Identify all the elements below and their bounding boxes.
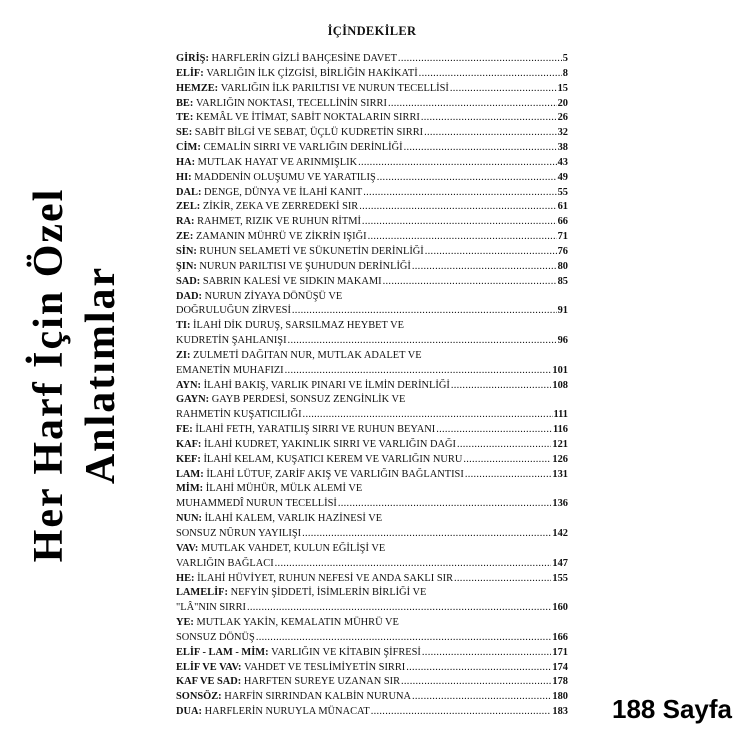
toc-entry-page-number: 160 (552, 602, 568, 614)
toc-entry (176, 52, 568, 67)
toc-dot-leader (424, 126, 557, 141)
toc-entry (176, 186, 568, 201)
toc-entry-key: AYN: (176, 379, 202, 391)
toc-entry-title: SABRIN KALESİ VE SIDKIN MAKAMI (202, 275, 382, 287)
toc-entry-key: FE: (176, 424, 193, 436)
toc-entry-title: VAHDET VE TESLİMİYETİN SIRRI (244, 661, 406, 673)
toc-entry (176, 675, 568, 690)
toc-entry-page-number: 166 (552, 631, 568, 643)
toc-entry-key: HI: (176, 171, 192, 183)
toc-entry-line (176, 705, 568, 720)
toc-entry-line (176, 334, 568, 349)
toc-entry-page-number: 108 (552, 379, 568, 391)
toc-entry-title: HARFTEN SUREYE UZANAN SIR (243, 676, 401, 688)
toc-entry-key: TI: (176, 320, 191, 332)
table-of-contents (176, 52, 568, 720)
toc-entry-line (176, 527, 568, 542)
toc-entry-title: İLAHİ LÜTUF, ZARİF AKIŞ VE VARLIĞIN BAĞLANTISI (206, 468, 464, 480)
toc-entry-page-number: 38 (557, 142, 568, 154)
toc-entry (176, 111, 568, 126)
side-title (20, 130, 130, 620)
toc-entry-page-number: 126 (552, 453, 568, 465)
toc-entry-page-number: 183 (552, 706, 568, 718)
toc-entry-line (176, 290, 568, 305)
toc-entry (176, 646, 568, 661)
toc-entry-title: RAHMETİN KUŞATICILIĞI (176, 409, 302, 421)
toc-entry-title: RUHUN SELAMETİ VE SÜKUNETİN DERİNLİĞİ (199, 245, 424, 257)
toc-entry-page-number: 180 (552, 691, 568, 703)
toc-entry-key: HEMZE: (176, 82, 219, 94)
toc-entry (176, 438, 568, 453)
toc-entry-line (176, 171, 568, 186)
toc-entry-line (176, 557, 568, 572)
toc-entry-page-number: 111 (553, 409, 568, 421)
toc-dot-leader (371, 705, 552, 720)
toc-dot-leader (451, 379, 552, 394)
toc-dot-leader (436, 423, 552, 438)
toc-entry-key: SİN: (176, 245, 197, 257)
toc-dot-leader (363, 186, 556, 201)
toc-entry-line (176, 319, 568, 334)
toc-dot-leader (383, 275, 557, 290)
toc-dot-leader (406, 661, 551, 676)
toc-entry (176, 512, 568, 542)
toc-entry-title: MUHAMMEDÎ NURUN TECELLİSİ (176, 498, 337, 510)
toc-entry-title: İLAHİ BAKIŞ, VARLIK PINARI VE İLMİN DERİNLİĞİ (203, 379, 450, 391)
toc-entry-key: ZI: (176, 349, 191, 361)
toc-entry-line (176, 260, 568, 275)
toc-entry (176, 572, 568, 587)
toc-entry-line (176, 675, 568, 690)
toc-dot-leader (377, 171, 557, 186)
toc-dot-leader (359, 200, 556, 215)
toc-entry-key: HA: (176, 156, 196, 168)
toc-entry-line (176, 156, 568, 171)
toc-entry (176, 379, 568, 394)
toc-entry-line (176, 512, 568, 527)
toc-entry-title: İLAHİ DİK DURUŞ, SARSILMAZ HEYBET VE (193, 320, 404, 332)
toc-entry-key: LAMELİF: (176, 587, 228, 599)
toc-entry-key: SE: (176, 127, 193, 139)
toc-entry-title: MUTLAK YAKİN, KEMALATIN MÜHRÜ VE (196, 617, 399, 629)
toc-entry-line (176, 572, 568, 587)
toc-entry-line (176, 379, 568, 394)
toc-entry-line (176, 542, 568, 557)
toc-dot-leader (421, 111, 557, 126)
toc-entry (176, 482, 568, 512)
toc-dot-leader (292, 304, 557, 319)
toc-entry-line (176, 52, 568, 67)
toc-entry-page-number: 174 (552, 661, 568, 673)
toc-entry-line (176, 275, 568, 290)
toc-dot-leader (247, 601, 551, 616)
toc-entry-key: VAV: (176, 542, 199, 554)
toc-dot-leader (401, 675, 551, 690)
toc-entry (176, 423, 568, 438)
toc-entry-key: KAF: (176, 438, 202, 450)
toc-entry-key: LAM: (176, 468, 204, 480)
toc-entry-page-number: 85 (557, 275, 568, 287)
toc-entry-title: RAHMET, RIZIK VE RUHUN RİTMİ (197, 216, 361, 228)
toc-entry-title: "LÂ"NIN SIRRI (176, 602, 246, 614)
toc-entry-key: MİM: (176, 483, 204, 495)
side-title-line-1: Her Harf İçin Özel (26, 187, 72, 563)
toc-dot-leader (338, 497, 552, 512)
toc-entry-line (176, 661, 568, 676)
toc-entry-title: NEFYİN ŞİDDETİ, İSİMLERİN BİRLİĞİ VE (230, 587, 427, 599)
toc-dot-leader (368, 230, 557, 245)
toc-dot-leader (275, 557, 552, 572)
toc-dot-leader (398, 52, 562, 67)
toc-dot-leader (457, 438, 551, 453)
toc-entry-title: İLAHİ MÜHÜR, MÜLK ALEMİ VE (205, 483, 363, 495)
toc-entry-page-number: 155 (552, 572, 568, 584)
toc-entry-title: İLAHİ KUDRET, YAKINLIK SIRRI VE VARLIĞIN DAĞI (204, 438, 456, 450)
toc-entry-key: YE: (176, 617, 194, 629)
toc-entry-page-number: 61 (557, 201, 568, 213)
toc-entry (176, 468, 568, 483)
toc-entry (176, 616, 568, 646)
toc-entry-key: HE: (176, 572, 195, 584)
toc-entry-key: ŞIN: (176, 260, 197, 272)
toc-entry-title: MADDENİN OLUŞUMU VE YARATILIŞ (194, 171, 376, 183)
toc-entry-line (176, 349, 568, 364)
toc-entry-page-number: 32 (557, 127, 568, 139)
toc-entry-key: DAL: (176, 186, 202, 198)
toc-entry (176, 393, 568, 423)
toc-entry-title: SONSUZ NÛRUN YAYILIŞI (176, 528, 302, 539)
toc-entry-key: CİM: (176, 142, 201, 154)
toc-entry-title: VARLIĞIN VE KİTABIN ŞİFRESİ (271, 646, 421, 658)
toc-dot-leader (425, 245, 557, 260)
toc-dot-leader (302, 527, 551, 542)
toc-entry-page-number: 49 (557, 171, 568, 183)
toc-entry-line (176, 186, 568, 201)
toc-entry-title: KEMÂL VE İTİMAT, SABİT NOKTALARIN SIRRI (195, 112, 420, 124)
toc-entry-line (176, 111, 568, 126)
toc-dot-leader (303, 408, 553, 423)
toc-entry-key: NUN: (176, 513, 202, 525)
side-title-line-2: Anlatımlar (78, 265, 124, 485)
toc-entry-line (176, 304, 568, 319)
toc-entry (176, 290, 568, 320)
toc-entry-line (176, 468, 568, 483)
toc-entry-line (176, 482, 568, 497)
toc-entry (176, 82, 568, 97)
toc-entry-line (176, 631, 568, 646)
toc-entry (176, 542, 568, 572)
toc-entry-title: ZİKİR, ZEKA VE ZERREDEKİ SIR (202, 201, 359, 213)
toc-entry (176, 97, 568, 112)
toc-entry (176, 215, 568, 230)
toc-entry-title: DENGE, DÜNYA VE İLAHİ KANIT (204, 186, 363, 198)
toc-entry-key: TE: (176, 112, 194, 124)
toc-entry-key: GİRİŞ: (176, 53, 209, 64)
toc-entry (176, 705, 568, 720)
toc-entry (176, 586, 568, 616)
toc-dot-leader (288, 334, 557, 349)
toc-entry-line (176, 200, 568, 215)
toc-entry-line (176, 364, 568, 379)
toc-entry-title: NURUN PARILTISI VE ŞUHUDUN DERİNLİĞİ (199, 260, 411, 272)
toc-entry-line (176, 616, 568, 631)
toc-entry-key: DUA: (176, 706, 202, 718)
toc-entry-line (176, 245, 568, 260)
toc-entry (176, 126, 568, 141)
toc-dot-leader (465, 468, 552, 483)
toc-entry-key: RA: (176, 216, 195, 228)
toc-entry-line (176, 690, 568, 705)
toc-entry (176, 661, 568, 676)
toc-entry-key: ELİF - LAM - MİM: (176, 646, 269, 658)
toc-entry-line (176, 126, 568, 141)
toc-entry (176, 156, 568, 171)
toc-entry-key: SONSÖZ: (176, 691, 222, 703)
toc-entry-page-number: 20 (557, 97, 568, 109)
toc-entry-title: EMANETİN MUHAFIZI (176, 364, 284, 376)
toc-entry-page-number: 80 (557, 260, 568, 272)
toc-entry-page-number: 43 (557, 156, 568, 168)
toc-entry-title: DOĞRULUĞUN ZİRVESİ (176, 305, 291, 317)
toc-entry-page-number: 171 (552, 646, 568, 658)
toc-entry-title: SABİT BİLGİ VE SEBAT, ÜÇLÜ KUDRETİN SIRRI (194, 127, 424, 139)
toc-entry-title: VARLIĞIN İLK PARILTISI VE NURUN TECELLİSİ (220, 82, 449, 94)
toc-entry-page-number: 5 (562, 53, 568, 64)
toc-entry-key: GAYN: (176, 394, 210, 406)
toc-dot-leader (404, 141, 557, 156)
toc-entry-page-number: 178 (552, 676, 568, 688)
page-count-label: 188 Sayfa (612, 694, 732, 724)
toc-entry-page-number: 76 (557, 245, 568, 257)
toc-entry-title: NURUN ZİYAYA DÖNÜŞÜ VE (204, 290, 343, 302)
toc-entry-line (176, 97, 568, 112)
toc-entry-title: VARLIĞIN BAĞLACI (176, 557, 274, 569)
toc-entry-page-number: 147 (552, 557, 568, 569)
toc-entry-title: ZULMETİ DAĞITAN NUR, MUTLAK ADALET VE (193, 349, 422, 361)
toc-entry (176, 690, 568, 705)
toc-entry-title: CEMALİN SIRRI VE VARLIĞIN DERİNLİĞİ (203, 142, 403, 154)
toc-entry-page-number: 55 (557, 186, 568, 198)
toc-dot-leader (412, 260, 557, 275)
toc-entry-title: MUTLAK HAYAT VE ARINMIŞLIK (197, 156, 358, 168)
toc-entry-page-number: 91 (557, 305, 568, 317)
toc-entry (176, 260, 568, 275)
toc-dot-leader (463, 453, 551, 468)
toc-entry-title: İLAHİ KALEM, VARLIK HAZİNESİ VE (204, 513, 383, 525)
toc-entry-page-number: 26 (557, 112, 568, 124)
toc-entry-line (176, 393, 568, 408)
toc-entry-title: İLAHİ HÜVİYET, RUHUN NEFESİ VE ANDA SAKLI SIR (197, 572, 454, 584)
toc-entry-page-number: 8 (562, 67, 568, 79)
toc-entry-line (176, 646, 568, 661)
side-title-text (23, 188, 127, 563)
toc-dot-leader (285, 364, 552, 379)
toc-entry-title: SONSUZ DÖNÜŞ (176, 631, 255, 643)
toc-entry-key: ZEL: (176, 201, 201, 213)
toc-entry-page-number: 66 (557, 216, 568, 228)
toc-entry-page-number: 142 (552, 528, 568, 539)
toc-dot-leader (412, 690, 551, 705)
toc-dot-leader (358, 156, 557, 171)
toc-entry-key: KAF VE SAD: (176, 676, 242, 688)
toc-entry-line (176, 438, 568, 453)
toc-entry-line (176, 601, 568, 616)
toc-dot-leader (419, 67, 562, 82)
toc-entry-line (176, 408, 568, 423)
toc-dot-leader (388, 97, 557, 112)
toc-entry (176, 275, 568, 290)
toc-entry-line (176, 497, 568, 512)
toc-entry (176, 67, 568, 82)
toc-dot-leader (450, 82, 557, 97)
toc-entry (176, 319, 568, 349)
toc-entry-key: ELİF: (176, 67, 204, 79)
toc-entry-title: HARFLERİN NURUYLA MÜNACAT (204, 706, 370, 718)
toc-entry-title: KUDRETİN ŞAHLANIŞI (176, 335, 287, 347)
toc-entry-key: SAD: (176, 275, 201, 287)
toc-entry-key: ZE: (176, 231, 194, 243)
toc-entry-title: VARLIĞIN NOKTASI, TECELLİNİN SIRRI (195, 97, 387, 109)
toc-dot-leader (454, 572, 551, 587)
toc-dot-leader (256, 631, 552, 646)
toc-entry-title: İLAHİ KELAM, KUŞATICI KEREM VE VARLIĞIN NURU (203, 453, 463, 465)
toc-entry-page-number: 71 (557, 231, 568, 243)
toc-entry-key: ELİF VE VAV: (176, 661, 242, 673)
toc-entry-title: MUTLAK VAHDET, KULUN EĞİLİŞİ VE (200, 542, 386, 554)
toc-entry-title: ZAMANIN MÜHRÜ VE ZİKRİN IŞIĞI (195, 231, 367, 243)
toc-entry-page-number: 121 (552, 438, 568, 450)
toc-entry-line (176, 230, 568, 245)
toc-entry-line (176, 67, 568, 82)
toc-entry-title: HARFLERİN GİZLİ BAHÇESİNE DAVET (211, 53, 397, 64)
toc-entry-page-number: 101 (552, 364, 568, 376)
toc-entry-line (176, 82, 568, 97)
toc-entry-title: GAYB PERDESİ, SONSUZ ZENGİNLİK VE (211, 394, 406, 406)
toc-entry (176, 453, 568, 468)
toc-entry (176, 349, 568, 379)
toc-entry-line (176, 423, 568, 438)
toc-entry-page-number: 116 (552, 424, 568, 436)
toc-entry-line (176, 215, 568, 230)
toc-entry (176, 171, 568, 186)
toc-dot-leader (422, 646, 552, 661)
toc-entry-line (176, 141, 568, 156)
toc-entry-page-number: 131 (552, 468, 568, 480)
toc-entry-title: VARLIĞIN İLK ÇİZGİSİ, BİRLİĞİN HAKİKATİ (206, 67, 418, 79)
toc-entry-page-number: 96 (557, 335, 568, 347)
toc-entry-key: DAD: (176, 290, 202, 302)
toc-entry-page-number: 136 (552, 498, 568, 510)
toc-entry (176, 245, 568, 260)
toc-entry-page-number: 15 (557, 82, 568, 94)
toc-entry-line (176, 453, 568, 468)
toc-entry (176, 200, 568, 215)
toc-heading: İÇİNDEKİLER (327, 24, 417, 38)
toc-entry (176, 141, 568, 156)
toc-entry-key: BE: (176, 97, 194, 109)
toc-entry-title: HARFİN SIRRINDAN KALBİN NURUNA (224, 691, 411, 703)
toc-entry-key: KEF: (176, 453, 201, 465)
toc-dot-leader (362, 215, 557, 230)
toc-entry (176, 230, 568, 245)
toc-entry-line (176, 586, 568, 601)
toc-entry-title: İLAHİ FETH, YARATILIŞ SIRRI VE RUHUN BEYANI (195, 424, 436, 436)
